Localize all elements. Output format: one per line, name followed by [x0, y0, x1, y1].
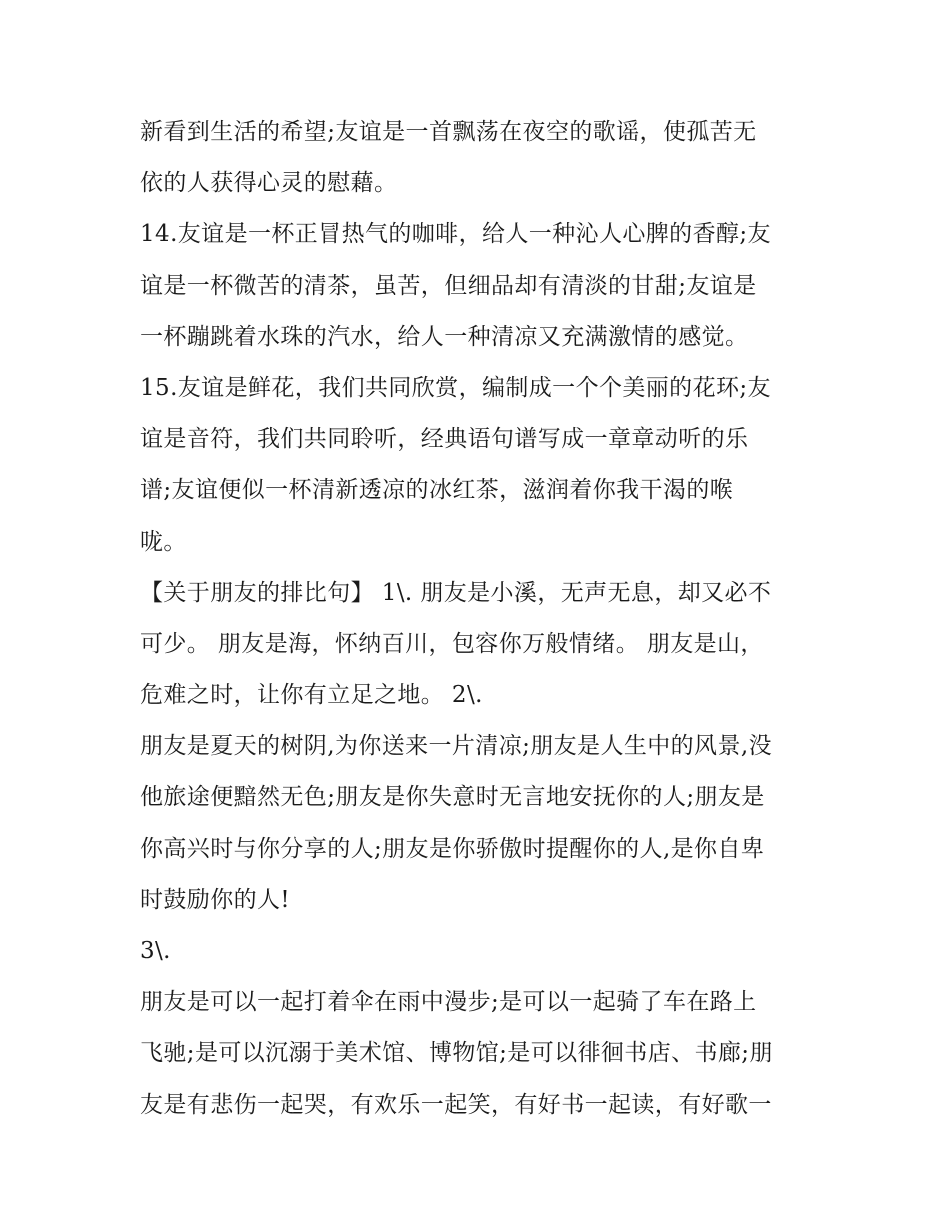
text-line: 3\. — [140, 938, 171, 964]
text-line: 他旅途便黯然无色;朋友是你失意时无言地安抚你的人;朋友是 — [140, 784, 765, 811]
body-text — [140, 107, 820, 1131]
text-line: 谱;友谊便似一杯清新透凉的冰红茶，滋润着你我干渴的喉 — [140, 477, 734, 504]
text-line: 新看到生活的希望;友谊是一首飘荡在夜空的歌谣，使孤苦无 — [140, 119, 757, 145]
text-line: 可少。 朋友是海，怀纳百川，包容你万般情绪。 朋友是山， — [140, 630, 764, 657]
text-line: 15.友谊是鲜花，我们共同欣赏，编制成一个个美丽的花环;友 — [140, 374, 771, 401]
text-line: 谊是音符，我们共同聆听，经典语句谱写成一章章动听的乐 — [140, 426, 749, 453]
text-line: 【关于朋友的排比句】 1\. 朋友是小溪，无声无息，却又必不 — [140, 579, 772, 606]
text-line: 危难之时，让你有立足之地。 2\. — [140, 682, 483, 709]
text-line: 一杯蹦跳着水珠的汽水，给人一种清凉又充满激情的感觉。 — [140, 323, 749, 350]
text-line: 友是有悲伤一起哭，有欢乐一起笑，有好书一起读，有好歌一 — [140, 1091, 772, 1118]
text-line: 谊是一杯微苦的清茶，虽苦，但细品却有清淡的甘甜;友谊是 — [140, 272, 757, 299]
text-line: 14.友谊是一杯正冒热气的咖啡，给人一种沁人心脾的香醇;友 — [140, 221, 771, 248]
text-line: 飞驰;是可以沉溺于美术馆、博物馆;是可以徘徊书店、书廊;朋 — [140, 1040, 773, 1067]
text-line: 依的人获得心灵的慰藉。 — [140, 170, 398, 197]
text-line: 朋友是可以一起打着伞在雨中漫步;是可以一起骑了车在路上 — [140, 989, 757, 1016]
text-line: 咙。 — [140, 528, 187, 555]
text-line: 时鼓励你的人! — [140, 886, 291, 913]
text-line: 朋友是夏天的树阴,为你送来一片清凉;朋友是人生中的风景,没 — [140, 733, 772, 760]
text-line: 你高兴时与你分享的人;朋友是你骄傲时提醒你的人,是你自卑 — [140, 835, 765, 862]
